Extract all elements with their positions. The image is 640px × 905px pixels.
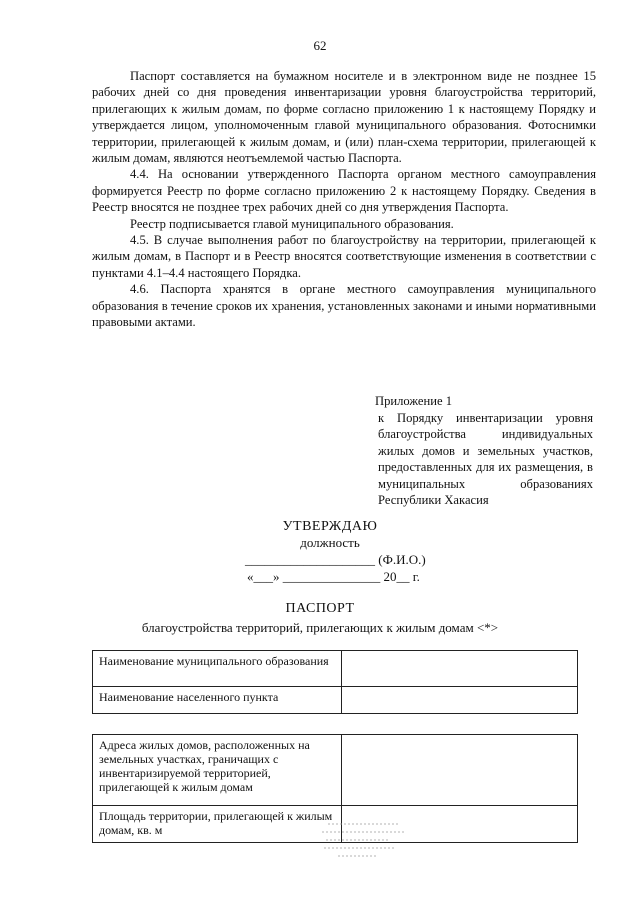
page-number: 62 bbox=[313, 38, 327, 53]
table-cell-value[interactable] bbox=[342, 687, 578, 714]
paragraph-registry-signature: Реестр подписывается главой муниципального образования. bbox=[130, 216, 454, 231]
scan-noise bbox=[318, 818, 408, 860]
table-cell-label: Адреса жилых домов, расположенных на земельных участках, граничащих с инвентаризируемой территорией, прилегающей к жилым домам bbox=[93, 735, 342, 806]
paragraph-4-6: 4.6. Паспорта хранятся в органе местного самоуправления муниципального образования в течение сроков их хранения, установленных законами и иными нормативными правовыми актами. bbox=[92, 282, 596, 330]
appendix-block bbox=[375, 393, 593, 509]
table-cell-label: Наименование муниципального образования bbox=[93, 651, 342, 687]
table-cell-value[interactable] bbox=[342, 651, 578, 687]
table-row bbox=[93, 735, 578, 806]
passport-subtitle: благоустройства территорий, прилегающих к жилым домам <*> bbox=[141, 620, 499, 635]
approval-block bbox=[225, 519, 435, 551]
body-text bbox=[92, 68, 596, 331]
signature-line: ____________________ (Ф.И.О.) bbox=[245, 552, 426, 567]
approval-title: УТВЕРЖДАЮ bbox=[282, 519, 378, 534]
table-row bbox=[93, 687, 578, 714]
appendix-heading: Приложение 1 bbox=[375, 394, 453, 408]
passport-title: ПАСПОРТ bbox=[285, 601, 355, 616]
paragraph-4-5: 4.5. В случае выполнения работ по благоустройству на территории, прилегающей к жилым домам, в Паспорт и в Реестр вносятся соответствующие изменения в соответствии с пунктами 4.1–4.4 настоящего Порядка. bbox=[92, 233, 596, 280]
table-cell-label: Наименование населенного пункта bbox=[93, 687, 342, 714]
table-cell-value[interactable] bbox=[342, 735, 578, 806]
table-row bbox=[93, 651, 578, 687]
paragraph-4-4: 4.4. На основании утвержденного Паспорта органом местного самоуправления формируется Реестр по форме согласно приложению 2 к настоящему Порядку. Сведения в Реестр вносятся не позднее трех рабочих дней со дня утверждения Паспорта. bbox=[92, 167, 596, 215]
appendix-text: к Порядку инвентаризации уровня благоустройства индивидуальных жилых домов и земельных участков, предоставленных для их размещения, в муниципальных образованиях Республики Хакасия bbox=[378, 410, 593, 507]
date-line: «___» _______________ 20__ г. bbox=[247, 569, 420, 584]
municipality-table bbox=[92, 650, 578, 714]
approval-position: должность bbox=[300, 535, 360, 550]
paragraph-passport-creation: Паспорт составляется на бумажном носителе и в электронном виде не позднее 15 рабочих дней со дня проведения инвентаризации уровня благоустройства территорий, прилегающих к жилым домам, по форме согласно приложению 1 к настоящему Порядку и утверждается лицом, уполномоченным главой муниципального образования. Фотоснимки территории, прилегающей к жилым домам, и (или) план-схема территории, прилегающей к жилым домам, являются неотъемлемой частью Паспорта. bbox=[92, 69, 596, 166]
table-cell-label: Площадь территории, прилегающей к жилым домам, кв. м bbox=[93, 806, 342, 843]
